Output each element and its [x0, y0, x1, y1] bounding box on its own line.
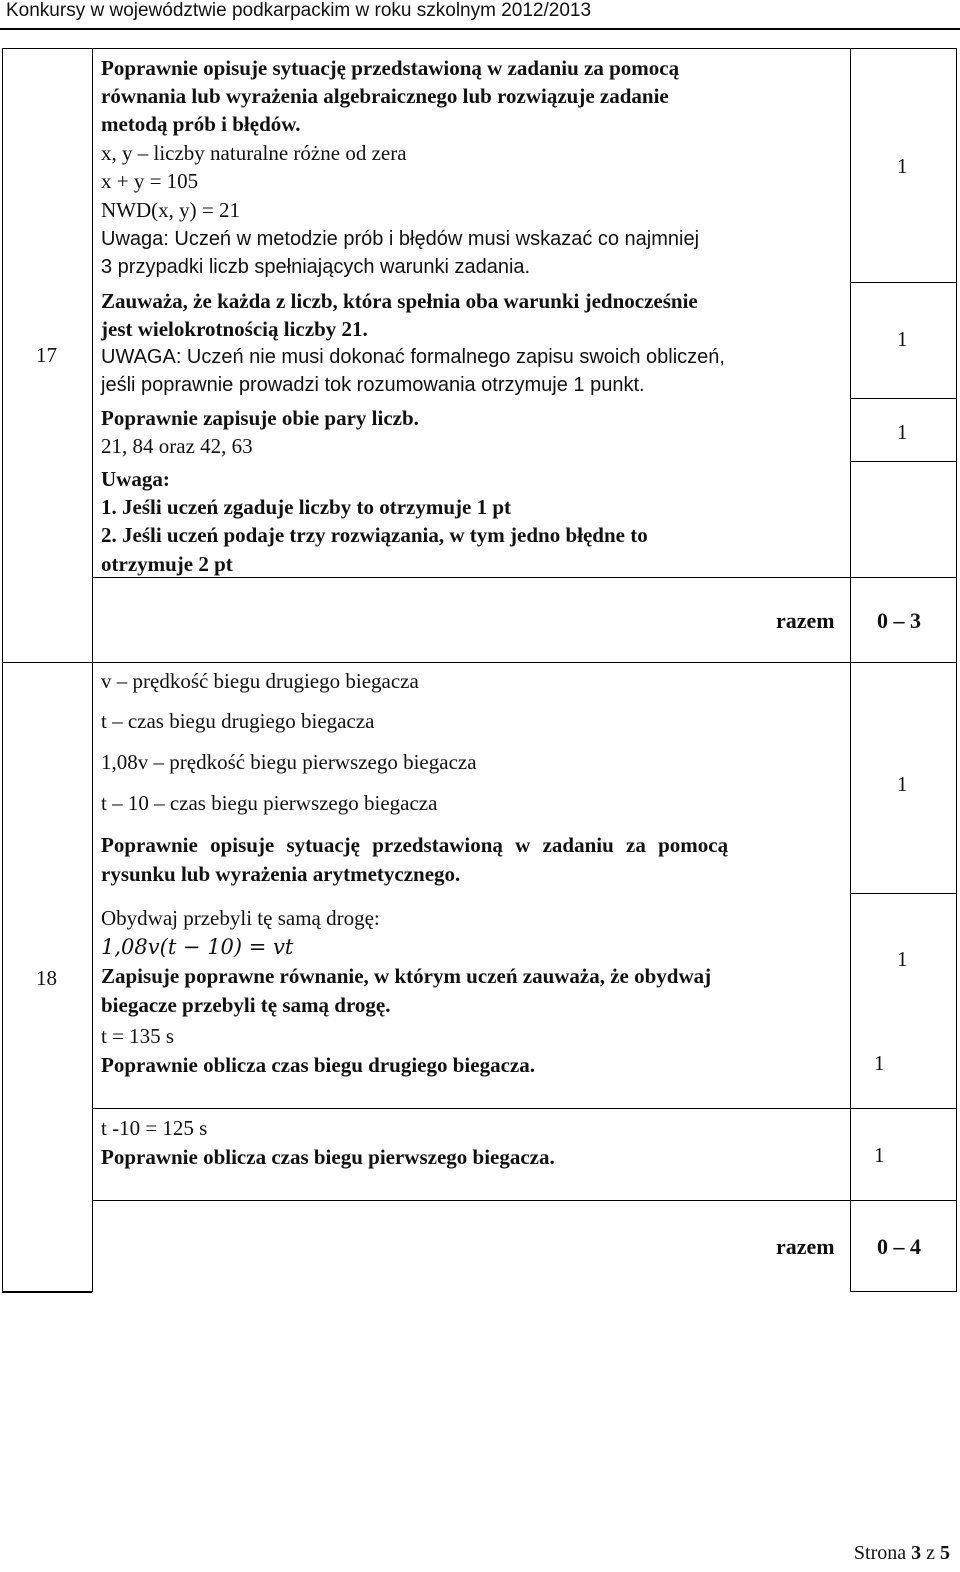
solution-text: 1,08v – prędkość biegu pierwszego biegacza — [101, 750, 477, 774]
footer-separator: z — [926, 1542, 935, 1564]
razem-label: razem — [776, 608, 835, 633]
solution-text: 21, 84 oraz 42, 63 — [101, 434, 253, 458]
table-border-right — [956, 48, 957, 1292]
points-value: 1 — [897, 154, 908, 178]
footer-prefix: Strona — [853, 1542, 907, 1564]
points-value: 1 — [897, 420, 908, 444]
page-footer — [854, 1542, 950, 1565]
points-value: 1 — [897, 947, 908, 971]
note-text: otrzymuje 2 pt — [101, 552, 233, 576]
note-text: UWAGA: Uczeń nie musi dokonać formalnego zapisu swoich obliczeń, — [101, 346, 725, 368]
note-text: 2. Jeśli uczeń podaje trzy rozwiązania, w tym jedno błędne to — [101, 523, 648, 547]
solution-text: t – 10 – czas biegu pierwszego biegacza — [101, 791, 438, 815]
solution-text: x, y – liczby naturalne różne od zera — [101, 141, 407, 165]
criterion-text: równania lub wyrażenia algebraicznego lub rozwiązuje zadanie — [101, 84, 669, 108]
task-number: 18 — [36, 966, 57, 990]
criterion-text: metodą prób i błędów. — [101, 112, 301, 136]
criterion-text: biegacze przebyli tę samą drogę. — [101, 993, 391, 1017]
table-border-left — [2, 48, 3, 1292]
criterion-text: Zapisuje poprawne równanie, w którym uczeń zauważa, że obydwaj — [101, 964, 712, 988]
criterion-text: Poprawnie opisuje sytuację przedstawioną w zadaniu za pomocą — [101, 56, 680, 80]
points-value: 1 — [897, 327, 908, 351]
table-border-top — [2, 48, 957, 49]
razem-label: razem — [776, 1234, 835, 1259]
solution-text: t -10 = 125 s — [101, 1116, 208, 1140]
solution-text: t – czas biegu drugiego biegacza — [101, 709, 375, 733]
points-col-divider — [850, 48, 851, 1292]
solution-text: NWD(x, y) = 21 — [101, 198, 240, 222]
header-divider — [0, 28, 960, 30]
razem-value: 0 – 3 — [877, 608, 921, 633]
task18-sep-2 — [92, 1108, 957, 1109]
note-text: 1. Jeśli uczeń zgaduje liczby to otrzymuje 1 pt — [101, 495, 512, 519]
note-text: Uwaga: Uczeń w metodzie prób i błędów musi wskazać co najmniej — [101, 228, 700, 250]
task17-sep-1 — [850, 282, 957, 283]
criterion-text: Poprawnie opisuje sytuację przedstawioną w zadaniu za pomocą — [101, 833, 729, 857]
criterion-text: Zauważa, że każda z liczb, która spełnia oba warunki jednocześnie — [101, 289, 698, 313]
note-text: 3 przypadki liczb spełniających warunki zadania. — [101, 256, 531, 278]
footer-page-number: 3 — [911, 1542, 922, 1564]
solution-text: x + y = 105 — [101, 169, 199, 193]
points-value: 1 — [874, 1051, 885, 1075]
note-text: jeśli poprawnie prowadzi tok rozumowania otrzymuje 1 punkt. — [101, 374, 645, 396]
criterion-text: rysunku lub wyrażenia arytmetycznego. — [101, 862, 461, 886]
equation: 1,08v(t − 10) = vt — [101, 935, 294, 959]
table-col-divider — [92, 48, 93, 1292]
table-row-divider — [2, 662, 957, 663]
criterion-text: Poprawnie oblicza czas biegu pierwszego biegacza. — [101, 1145, 555, 1169]
task18-sep-1 — [850, 893, 957, 894]
footer-page-total: 5 — [940, 1542, 950, 1564]
table-border-bottom — [850, 1291, 957, 1292]
table-border-bottom-left — [2, 1291, 92, 1293]
task17-sep-2 — [850, 398, 957, 399]
page-header: Konkursy w województwie podkarpackim w roku szkolnym 2012/2013 — [6, 0, 592, 21]
solution-text: t = 135 s — [101, 1024, 175, 1048]
task18-sep-3 — [92, 1200, 957, 1201]
criterion-text: Poprawnie zapisuje obie pary liczb. — [101, 406, 419, 430]
solution-text: v – prędkość biegu drugiego biegacza — [101, 669, 419, 693]
criterion-text: jest wielokrotnością liczby 21. — [101, 317, 368, 341]
razem-value: 0 – 4 — [877, 1234, 921, 1259]
task-number: 17 — [36, 343, 57, 367]
task17-sep-3 — [850, 461, 957, 462]
solution-text: Obydwaj przebyli tę samą drogę: — [101, 906, 380, 930]
criterion-text: Poprawnie oblicza czas biegu drugiego biegacza. — [101, 1053, 535, 1077]
note-heading: Uwaga: — [101, 467, 170, 491]
points-value: 1 — [897, 772, 908, 796]
points-value: 1 — [874, 1143, 885, 1167]
